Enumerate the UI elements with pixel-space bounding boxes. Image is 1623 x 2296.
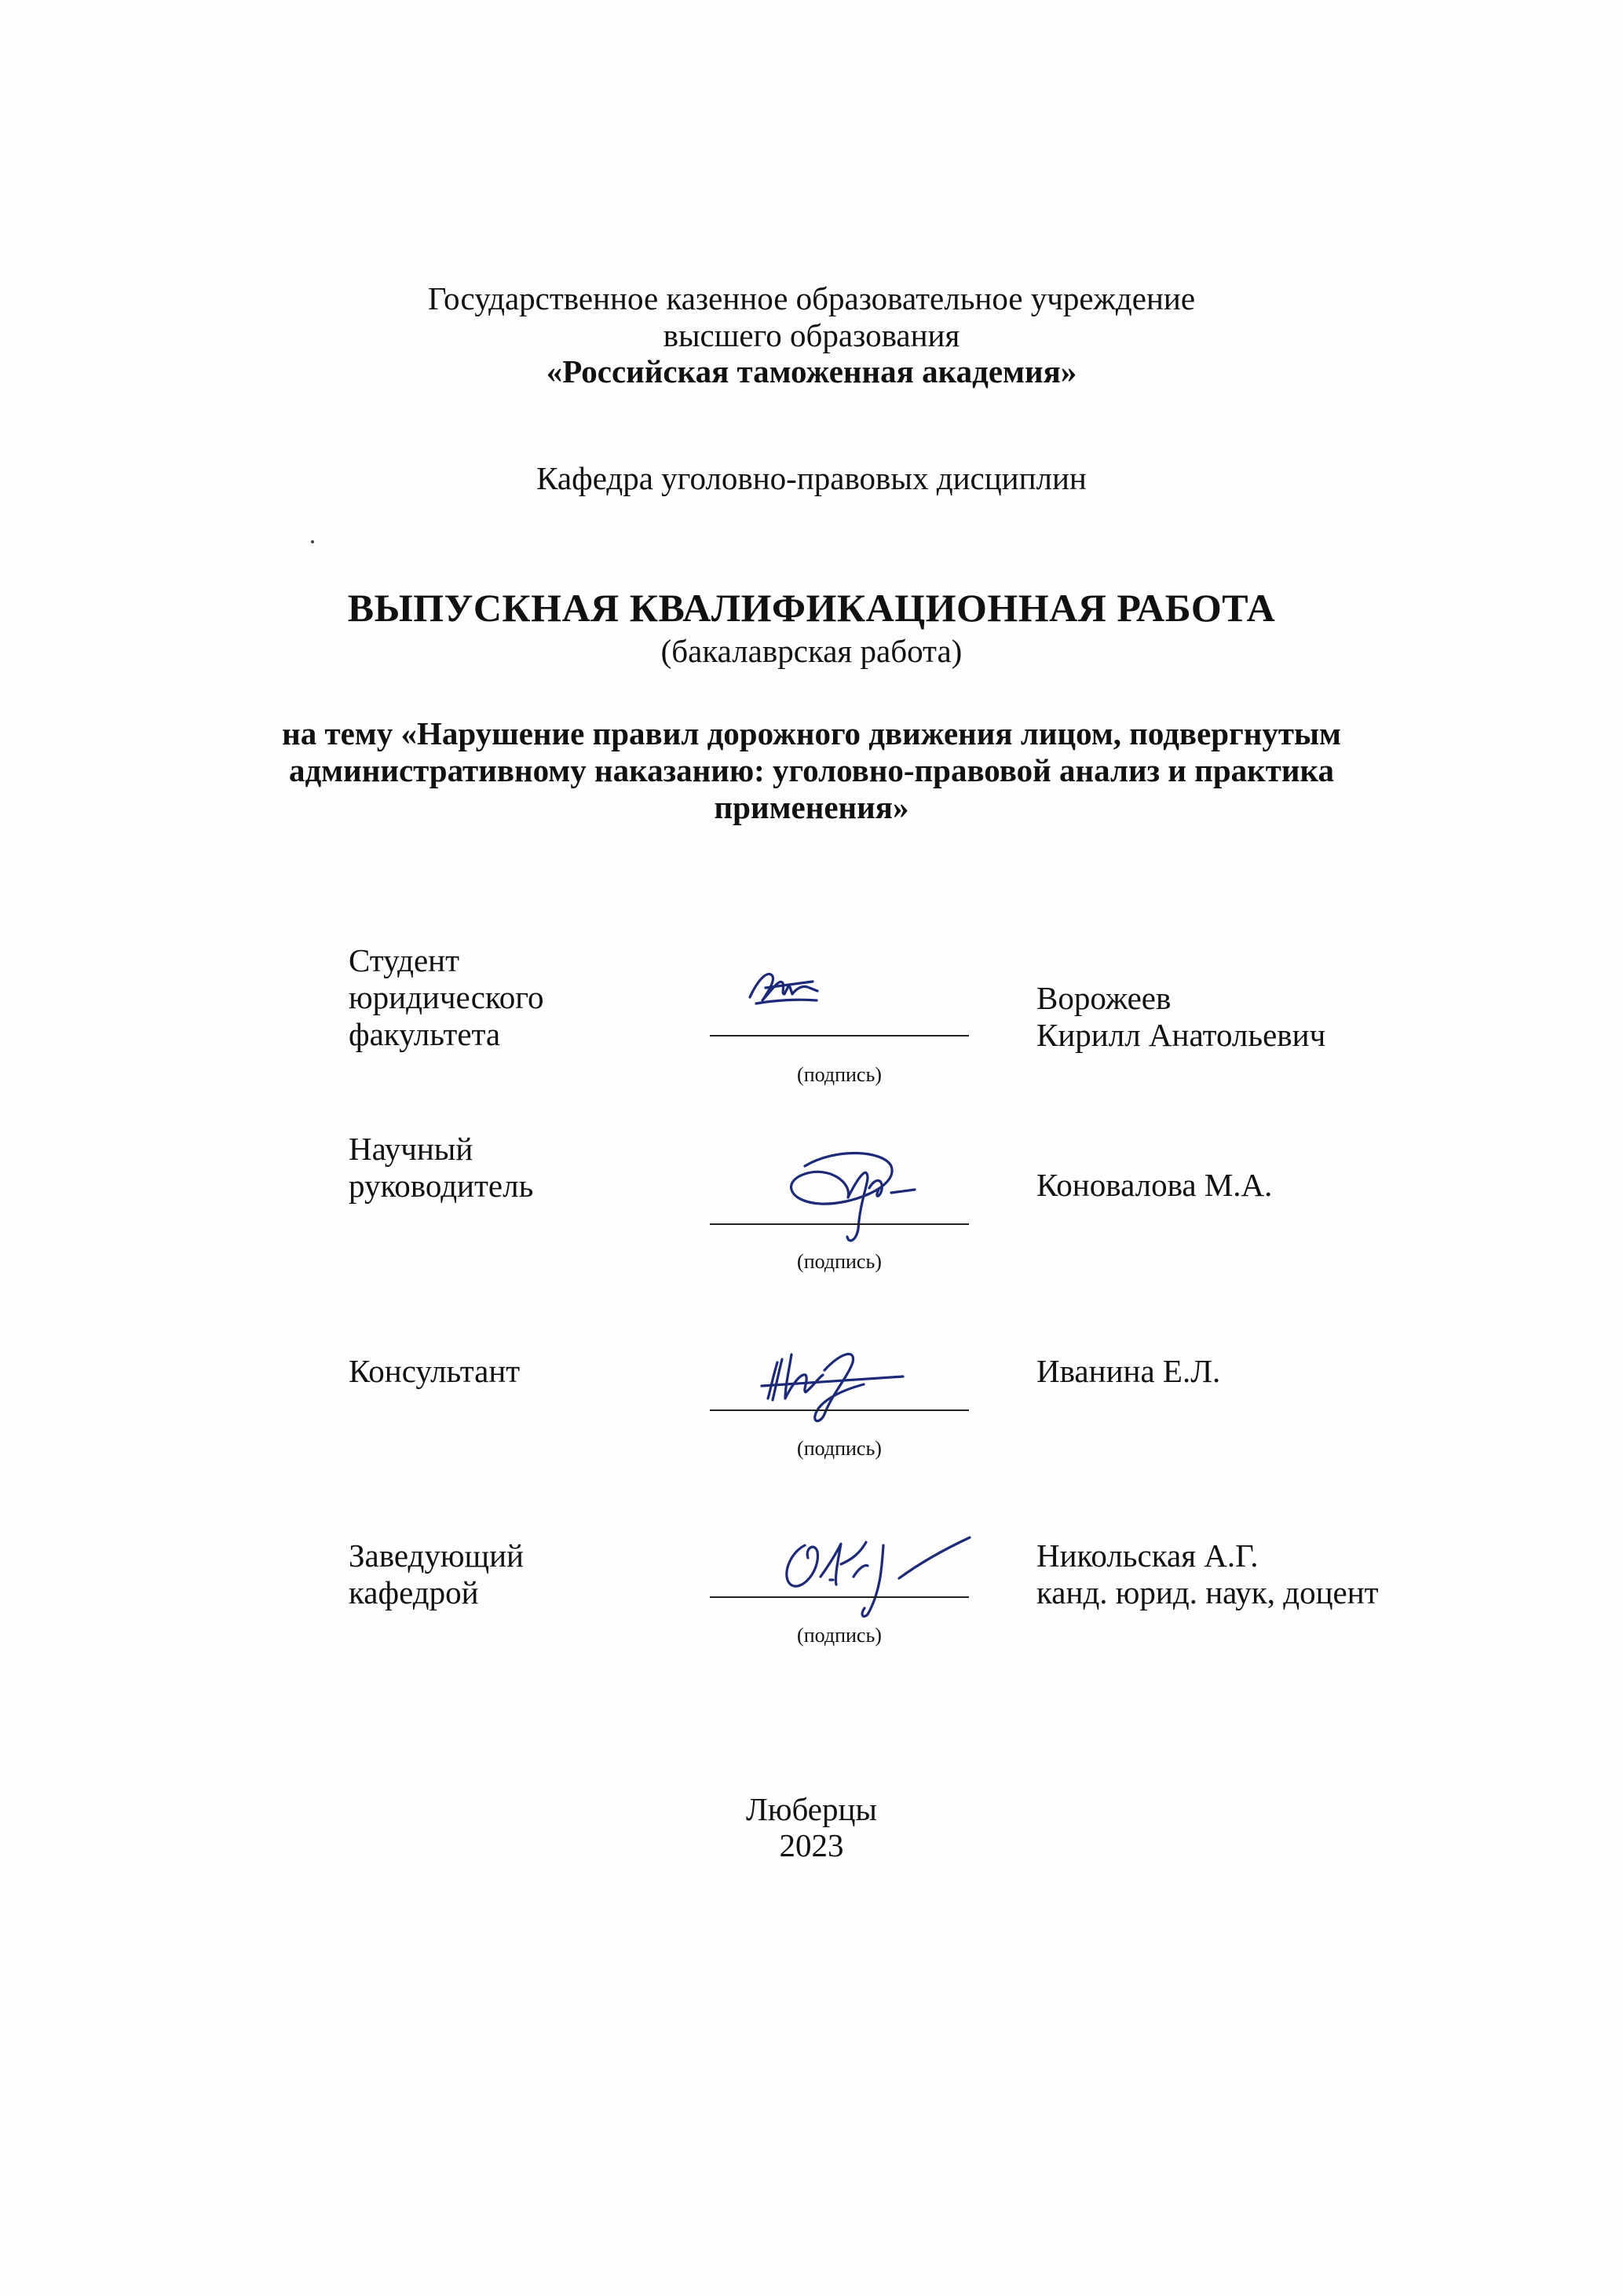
signature-line-consultant (710, 1409, 969, 1411)
role-line: юридического (349, 979, 544, 1015)
signature-caption: (подпись) (797, 1437, 882, 1460)
role-line: Научный (349, 1131, 473, 1167)
signature-caption: (подпись) (797, 1624, 882, 1647)
org-name: «Российская таможенная академия» (546, 353, 1077, 389)
signature-role-student (349, 942, 544, 1053)
city: Люберцы (746, 1791, 877, 1827)
department: Кафедра уголовно-правовых дисциплин (536, 460, 1087, 496)
signature-image-student (742, 964, 836, 1019)
role-line: факультета (349, 1016, 501, 1052)
role-line: Заведующий (349, 1537, 524, 1574)
signature-name-student (1036, 980, 1325, 1054)
topic-line-2: административному наказанию: уголовно-правовой анализ и практика (288, 752, 1335, 788)
name-line: канд. юрид. наук, доцент (1036, 1574, 1379, 1610)
signature-line-supervisor (710, 1223, 969, 1225)
signature-line-head (710, 1596, 969, 1598)
org-line-2: высшего образования (663, 317, 960, 353)
scan-speck (311, 540, 314, 543)
signature-role-supervisor (349, 1131, 533, 1205)
signature-name-consultant (1036, 1353, 1220, 1390)
signature-image-consultant (754, 1339, 911, 1425)
signature-caption: (подпись) (797, 1063, 882, 1086)
name-line: Иванина Е.Л. (1036, 1353, 1221, 1389)
signature-line-student (710, 1035, 969, 1036)
signature-image-supervisor (773, 1143, 930, 1249)
role-line: Консультант (349, 1353, 521, 1389)
signature-role-consultant (349, 1353, 520, 1390)
topic-line-3: применения» (714, 789, 909, 825)
name-line: Никольская А.Г. (1036, 1537, 1259, 1574)
signature-caption: (подпись) (797, 1250, 882, 1273)
name-line: Кирилл Анатольевич (1036, 1017, 1326, 1053)
signature-image-head (766, 1514, 978, 1624)
role-line: кафедрой (349, 1574, 479, 1610)
document-subtitle: (бакалаврская работа) (660, 633, 963, 669)
signature-name-head (1036, 1537, 1379, 1611)
document-title: ВЫПУСКНАЯ КВАЛИФИКАЦИОННАЯ РАБОТА (347, 586, 1276, 630)
name-line: Коновалова М.А. (1036, 1167, 1273, 1203)
topic-line-1: на тему «Нарушение правил дорожного движения лицом, подвергнутым (282, 715, 1341, 751)
role-line: руководитель (349, 1168, 534, 1204)
role-line: Студент (349, 942, 460, 978)
name-line: Ворожеев (1036, 980, 1172, 1016)
signature-role-head (349, 1537, 524, 1611)
year: 2023 (779, 1827, 844, 1863)
signature-name-supervisor (1036, 1167, 1272, 1204)
org-line-1: Государственное казенное образовательное учреждение (427, 280, 1196, 316)
